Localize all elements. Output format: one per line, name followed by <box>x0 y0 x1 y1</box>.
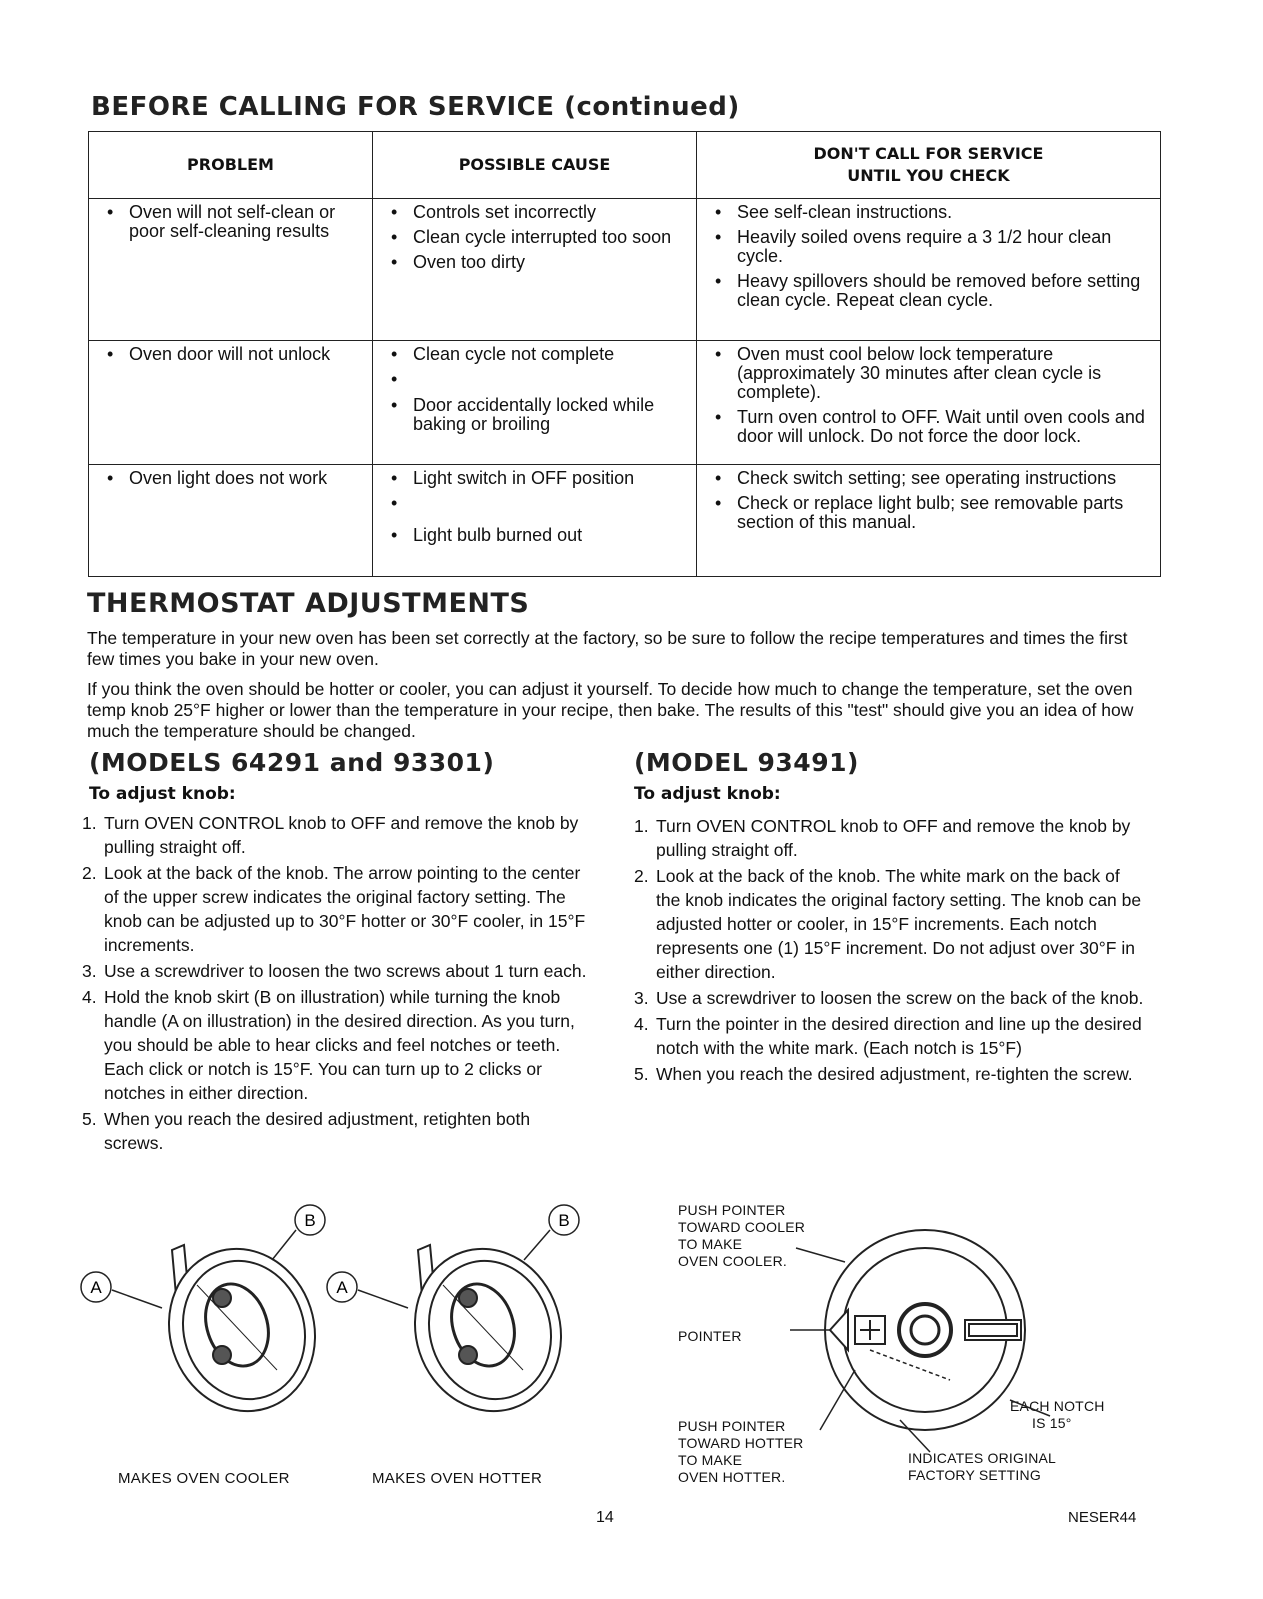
check-item: • Check switch setting; see operating instructions <box>703 469 1154 488</box>
marker-b-right <box>549 1205 579 1235</box>
pointer-knob-illustration <box>760 1220 1080 1460</box>
list-item: 1. Turn OVEN CONTROL knob to OFF and remove the knob by pulling straight off. <box>82 813 579 857</box>
list-item: 4. Turn the pointer in the desired direction and line up the desired notch with the white mark. (Each notch is 15°F) <box>634 1014 1142 1058</box>
label-line: TOWARD COOLER <box>678 1219 806 1235</box>
cause-item: • Door accidentally locked while baking or broiling <box>379 396 690 434</box>
problem-item: • Oven door will not unlock <box>95 345 366 364</box>
label-line: PUSH POINTER <box>678 1418 786 1434</box>
list-item: 1. Turn OVEN CONTROL knob to OFF and remove the knob by pulling straight off. <box>634 816 1131 860</box>
table-header-row <box>89 132 1161 199</box>
knob-hotter-drawing <box>394 1230 582 1430</box>
problem-cell <box>89 199 373 341</box>
header-possible-cause: POSSIBLE CAUSE <box>373 132 697 199</box>
page-number: 14 <box>596 1509 614 1526</box>
step-text: Look at the back of the knob. The white mark on the back of the knob indicates the original factory setting. The knob can be adjusted hotter or cooler, in 15°F increments. Each notch represents one (1) 15°F increment. Do not adjust over 30°F in either direction. <box>656 866 1142 982</box>
marker-a-right <box>327 1272 357 1302</box>
list-item: 3. Use a screwdriver to loosen the two screws about 1 turn each. <box>82 961 587 981</box>
header-check-text: DON'T CALL FOR SERVICE UNTIL YOU CHECK <box>813 144 1044 185</box>
check-item: • Turn oven control to OFF. Wait until oven cools and door will unlock. Do not force the door lock. <box>703 408 1154 446</box>
table-row <box>89 341 1161 465</box>
list-item: 5. When you reach the desired adjustment, re-tighten the screw. <box>634 1064 1133 1084</box>
label-line: TOWARD HOTTER <box>678 1435 804 1451</box>
thermostat-title: THERMOSTAT ADJUSTMENTS <box>87 588 530 619</box>
label-line: EACH NOTCH <box>1010 1398 1105 1414</box>
cause-item: • Clean cycle not complete <box>379 345 690 364</box>
cause-cell <box>373 465 697 577</box>
spacer <box>379 494 690 520</box>
step-text: When you reach the desired adjustment, re-tighten the screw. <box>656 1064 1133 1084</box>
svg-text:A: A <box>90 1278 102 1297</box>
check-item: • See self-clean instructions. <box>703 203 1154 222</box>
label-pointer: POINTER <box>678 1328 742 1344</box>
table-row <box>89 465 1161 577</box>
cause-item: • Controls set incorrectly <box>379 203 690 222</box>
caption-makes-oven-hotter: MAKES OVEN HOTTER <box>372 1470 543 1487</box>
cause-cell <box>373 199 697 341</box>
list-item: 4. Hold the knob skirt (B on illustration) while turning the knob handle (A on illustration) in the desired direction. As you turn, you should be able to hear clicks and feel notches or teeth. Each click or notch is 15°F. You can turn up to 2 clicks or notches in either direction. <box>82 987 575 1103</box>
model-right-title: (MODEL 93491) <box>634 748 859 777</box>
problem-item: • Oven will not self-clean or poor self-cleaning results <box>95 203 366 241</box>
step-text: Use a screwdriver to loosen the screw on the back of the knob. <box>656 988 1144 1008</box>
svg-text:A: A <box>336 1278 348 1297</box>
check-cell <box>697 341 1161 465</box>
step-text: Turn the pointer in the desired direction and line up the desired notch with the white mark. (Each notch is 15°F) <box>656 1014 1142 1058</box>
right-subtitle: To adjust knob: <box>634 784 781 804</box>
label-line: FACTORY SETTING <box>908 1467 1041 1483</box>
problem-item: • Oven light does not work <box>95 469 366 488</box>
problem-cell <box>89 465 373 577</box>
list-item: 2. Look at the back of the knob. The arrow pointing to the center of the upper screw indicates the original factory setting. The knob can be adjusted up to 30°F hotter or 30°F cooler, in 15°F increments. <box>82 863 586 955</box>
step-text: Use a screwdriver to loosen the two screws about 1 turn each. <box>104 961 587 981</box>
step-text: Turn OVEN CONTROL knob to OFF and remove the knob by pulling straight off. <box>656 816 1131 860</box>
label-line: IS 15° <box>1032 1415 1072 1431</box>
knob-illustration <box>72 1190 592 1440</box>
thermostat-test-paragraph: If you think the oven should be hotter or cooler, you can adjust it yourself. To decide how much to change the temperature, set the oven temp knob 25°F higher or lower than the temperature in your recipe, then bake. The results of this "test" should give you an idea of how much the temperature should be changed. <box>87 679 1134 741</box>
check-item: • Heavily soiled ovens require a 3 1/2 hour clean cycle. <box>703 228 1154 266</box>
cause-item: • Light switch in OFF position <box>379 469 690 488</box>
check-cell <box>697 465 1161 577</box>
label-line: TO MAKE <box>678 1236 743 1252</box>
svg-text:B: B <box>304 1211 316 1230</box>
cause-item: • Clean cycle interrupted too soon <box>379 228 690 247</box>
problem-cell <box>89 341 373 465</box>
models-left-title: (MODELS 64291 and 93301) <box>89 748 495 777</box>
check-item: • Oven must cool below lock temperature (approximately 30 minutes after clean cycle is complete). <box>703 345 1154 402</box>
knob-cooler-drawing <box>148 1230 336 1430</box>
header-check <box>697 132 1161 199</box>
list-item: 2. Look at the back of the knob. The white mark on the back of the knob indicates the original factory setting. The knob can be adjusted hotter or cooler, in 15°F increments. Each notch represents one (1) 15°F increment. Do not adjust over 30°F in either direction. <box>634 866 1142 982</box>
right-steps <box>634 814 1146 1088</box>
label-line: OVEN COOLER. <box>678 1253 787 1269</box>
thermostat-intro-paragraph: The temperature in your new oven has been set correctly at the factory, so be sure to follow the recipe temperatures and times the first few times you bake in your new oven. <box>87 628 1128 669</box>
header-problem: PROBLEM <box>89 132 373 199</box>
troubleshooting-table <box>88 131 1161 577</box>
left-steps <box>82 811 590 1157</box>
list-item: 3. Use a screwdriver to loosen the screw on the back of the knob. <box>634 988 1144 1008</box>
cause-item: • Light bulb burned out <box>379 526 690 545</box>
check-item: • Heavy spillovers should be removed before setting clean cycle. Repeat clean cycle. <box>703 272 1154 310</box>
label-line: INDICATES ORIGINAL <box>908 1450 1057 1466</box>
svg-text:B: B <box>558 1211 570 1230</box>
step-text: Turn OVEN CONTROL knob to OFF and remove the knob by pulling straight off. <box>104 813 579 857</box>
marker-a-left <box>81 1272 111 1302</box>
step-text: Look at the back of the knob. The arrow pointing to the center of the upper screw indicates the original factory setting. The knob can be adjusted up to 30°F hotter or 30°F cooler, in 15°F increments. <box>104 863 586 955</box>
document-code: NESER44 <box>1068 1509 1137 1526</box>
cause-item: • Oven too dirty <box>379 253 690 272</box>
marker-b-left <box>295 1205 325 1235</box>
cause-cell <box>373 341 697 465</box>
check-cell <box>697 199 1161 341</box>
left-subtitle: To adjust knob: <box>89 784 236 804</box>
label-line: TO MAKE <box>678 1452 743 1468</box>
list-item: 5. When you reach the desired adjustment, retighten both screws. <box>82 1109 531 1153</box>
caption-makes-oven-cooler: MAKES OVEN COOLER <box>118 1470 290 1487</box>
section-title: BEFORE CALLING FOR SERVICE (continued) <box>91 92 740 122</box>
label-line: PUSH POINTER <box>678 1202 786 1218</box>
table-row <box>89 199 1161 341</box>
check-item: • Check or replace light bulb; see removable parts section of this manual. <box>703 494 1154 532</box>
step-text: When you reach the desired adjustment, retighten both screws. <box>104 1109 531 1153</box>
label-line: OVEN HOTTER. <box>678 1469 786 1485</box>
spacer <box>379 370 690 390</box>
step-text: Hold the knob skirt (B on illustration) while turning the knob handle (A on illustration) in the desired direction. As you turn, you should be able to hear clicks and feel notches or teeth. Each click or notch is 15°F. You can turn up to 2 clicks or notches in either direction. <box>104 987 575 1103</box>
